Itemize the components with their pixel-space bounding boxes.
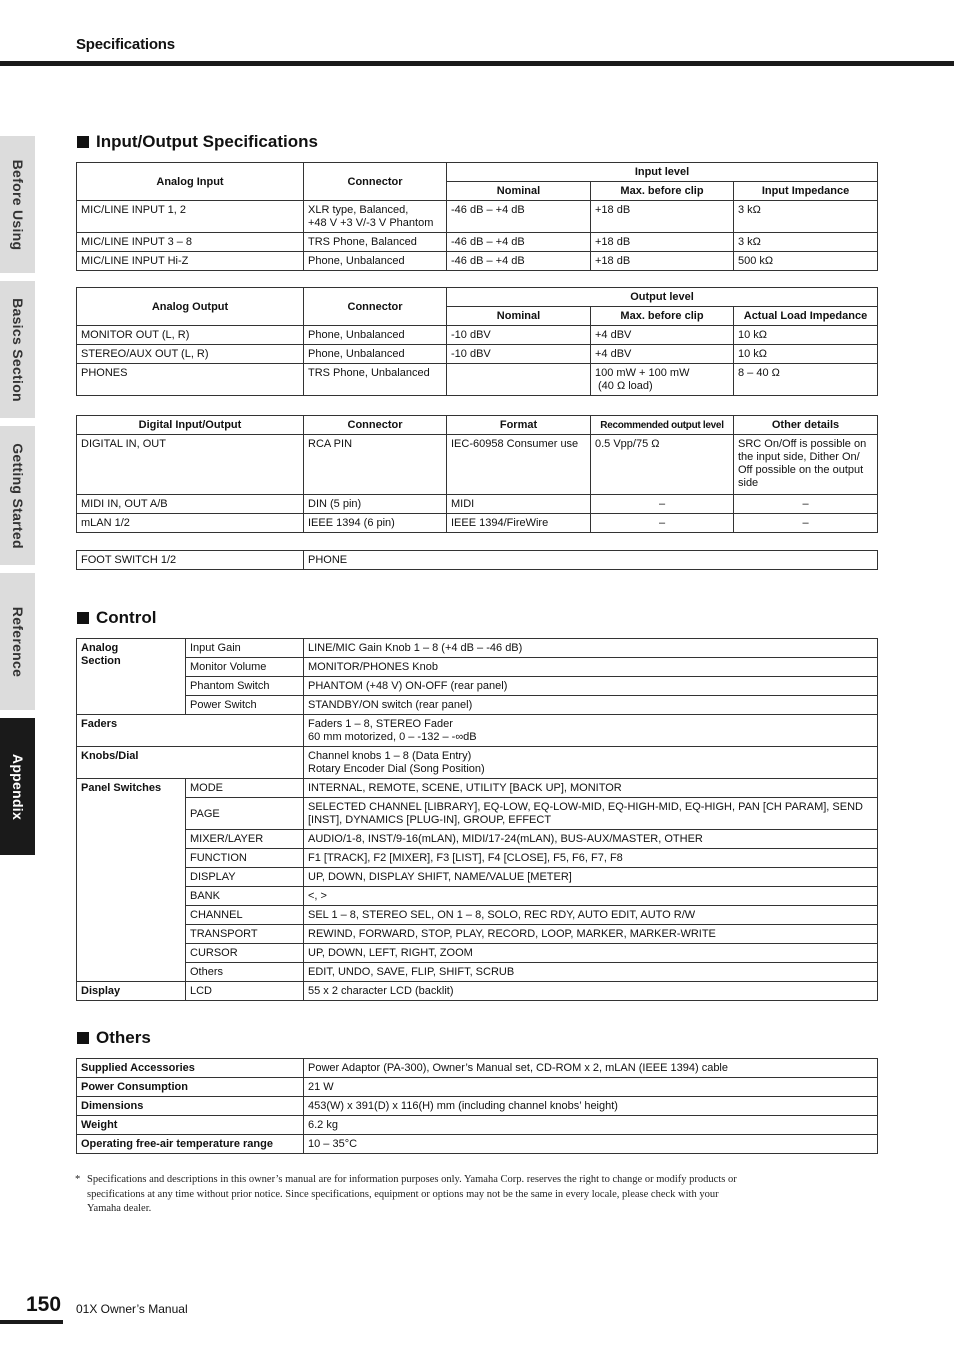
table-header: Format <box>447 416 591 435</box>
heading-control: Control <box>77 608 156 628</box>
table-row: Weight 6.2 kg <box>77 1116 878 1135</box>
footnote <box>75 1173 745 1217</box>
table-row: Supplied Accessories Power Adaptor (PA-300), Owner’s Manual set, CD-ROM x 2, mLAN (IEEE 1394) cable <box>77 1059 878 1078</box>
table-row: FOOT SWITCH 1/2 PHONE <box>77 551 878 570</box>
table-header: Actual Load Impedance <box>734 307 878 326</box>
page-header-title: Specifications <box>76 36 175 53</box>
table-row: TRANSPORT REWIND, FORWARD, STOP, PLAY, RECORD, LOOP, MARKER, MARKER-WRITE <box>77 925 878 944</box>
foot-switch-table <box>76 550 878 570</box>
table-row: Monitor Volume MONITOR/PHONES Knob <box>77 658 878 677</box>
table-group-header: Output level <box>447 288 878 307</box>
table-row: MONITOR OUT (L, R) Phone, Unbalanced -10 dBV +4 dBV 10 kΩ <box>77 326 878 345</box>
side-tab-appendix[interactable]: Appendix <box>0 718 35 855</box>
table-row: CURSOR UP, DOWN, LEFT, RIGHT, ZOOM <box>77 944 878 963</box>
footer-rule <box>0 1320 63 1324</box>
table-row: Analog Section Input Gain LINE/MIC Gain Knob 1 – 8 (+4 dB – -46 dB) <box>77 639 878 658</box>
table-header: Connector <box>304 416 447 435</box>
side-tab-reference[interactable]: Reference <box>0 573 35 710</box>
analog-input-table <box>76 162 878 271</box>
table-header: Nominal <box>447 307 591 326</box>
table-row: Operating free-air temperature range 10 – 35°C <box>77 1135 878 1154</box>
table-row: DISPLAY UP, DOWN, DISPLAY SHIFT, NAME/VALUE [METER] <box>77 868 878 887</box>
table-row: CHANNEL SEL 1 – 8, STEREO SEL, ON 1 – 8, SOLO, REC RDY, AUTO EDIT, AUTO R/W <box>77 906 878 925</box>
square-bullet-icon <box>77 136 89 148</box>
table-row: BANK <, > <box>77 887 878 906</box>
table-header: Connector <box>304 288 447 326</box>
table-row: FUNCTION F1 [TRACK], F2 [MIXER], F3 [LIST], F4 [CLOSE], F5, F6, F7, F8 <box>77 849 878 868</box>
table-row: mLAN 1/2 IEEE 1394 (6 pin) IEEE 1394/FireWire – – <box>77 514 878 533</box>
table-row: MIC/LINE INPUT 1, 2 XLR type, Balanced, +48 V +3 V/-3 V Phantom -46 dB – +4 dB +18 dB 3 kΩ <box>77 201 878 233</box>
square-bullet-icon <box>77 612 89 624</box>
manual-title: 01X Owner’s Manual <box>76 1302 188 1316</box>
table-header: Analog Output <box>77 288 304 326</box>
table-header: Max. before clip <box>591 182 734 201</box>
table-row: STEREO/AUX OUT (L, R) Phone, Unbalanced -10 dBV +4 dBV 10 kΩ <box>77 345 878 364</box>
header-rule <box>0 61 954 66</box>
table-row: PHONES TRS Phone, Unbalanced 100 mW + 100 mW (40 Ω load) 8 – 40 Ω <box>77 364 878 396</box>
table-row: MIDI IN, OUT A/B DIN (5 pin) MIDI – – <box>77 495 878 514</box>
table-row: Power Switch STANDBY/ON switch (rear panel) <box>77 696 878 715</box>
table-row: Faders Faders 1 – 8, STEREO Fader 60 mm motorized, 0 – -132 – -∞dB <box>77 715 878 747</box>
table-row: Knobs/Dial Channel knobs 1 – 8 (Data Entry) Rotary Encoder Dial (Song Position) <box>77 747 878 779</box>
table-row: Dimensions 453(W) x 391(D) x 116(H) mm (including channel knobs’ height) <box>77 1097 878 1116</box>
heading-others: Others <box>77 1028 151 1048</box>
table-row: MIC/LINE INPUT Hi-Z Phone, Unbalanced -46 dB – +4 dB +18 dB 500 kΩ <box>77 252 878 271</box>
table-header: Digital Input/Output <box>77 416 304 435</box>
table-row: DIGITAL IN, OUT RCA PIN IEC-60958 Consumer use 0.5 Vpp/75 Ω SRC On/Off is possible on the input side, Dither On/ Off possible on the output side <box>77 435 878 495</box>
control-table <box>76 638 878 1001</box>
table-header: Other details <box>734 416 878 435</box>
table-row: Panel Switches MODE INTERNAL, REMOTE, SCENE, UTILITY [BACK UP], MONITOR <box>77 779 878 798</box>
others-table <box>76 1058 878 1154</box>
page-number: 150 <box>26 1293 62 1316</box>
table-row: MIXER/LAYER AUDIO/1-8, INST/9-16(mLAN), MIDI/17-24(mLAN), BUS-AUX/MASTER, OTHER <box>77 830 878 849</box>
table-row: Power Consumption 21 W <box>77 1078 878 1097</box>
table-header: Analog Input <box>77 163 304 201</box>
table-row: PAGE SELECTED CHANNEL [LIBRARY], EQ-LOW, EQ-LOW-MID, EQ-HIGH-MID, EQ-HIGH, PAN [CH PARAM], SEND [INST], DYNAMICS [PLUG-IN], GROUP, EFFECT <box>77 798 878 830</box>
table-row: MIC/LINE INPUT 3 – 8 TRS Phone, Balanced -46 dB – +4 dB +18 dB 3 kΩ <box>77 233 878 252</box>
table-header: Input Impedance <box>734 182 878 201</box>
table-header: Nominal <box>447 182 591 201</box>
table-row: Others EDIT, UNDO, SAVE, FLIP, SHIFT, SCRUB <box>77 963 878 982</box>
footnote-mark: * <box>75 1174 81 1185</box>
side-tab-basics-section[interactable]: Basics Section <box>0 281 35 418</box>
table-header: Max. before clip <box>591 307 734 326</box>
digital-io-table <box>76 415 878 533</box>
table-header: Connector <box>304 163 447 201</box>
heading-io-specs: Input/Output Specifications <box>77 132 318 152</box>
side-tab-before-using[interactable]: Before Using <box>0 136 35 273</box>
footnote-text: Specifications and descriptions in this owner’s manual are for information purposes only. Yamaha Corp. reserves the right to change or modify products or specifications at any time without prior notice. Since specifications, equipment or options may not be the same in every locale, please check with your Yamaha dealer. <box>87 1174 737 1214</box>
table-row: Phantom Switch PHANTOM (+48 V) ON-OFF (rear panel) <box>77 677 878 696</box>
square-bullet-icon <box>77 1032 89 1044</box>
side-tab-getting-started[interactable]: Getting Started <box>0 426 35 565</box>
table-row: Display LCD 55 x 2 character LCD (backlit) <box>77 982 878 1001</box>
table-group-header: Input level <box>447 163 878 182</box>
table-header: Recommended output level <box>591 416 734 435</box>
analog-output-table <box>76 287 878 396</box>
